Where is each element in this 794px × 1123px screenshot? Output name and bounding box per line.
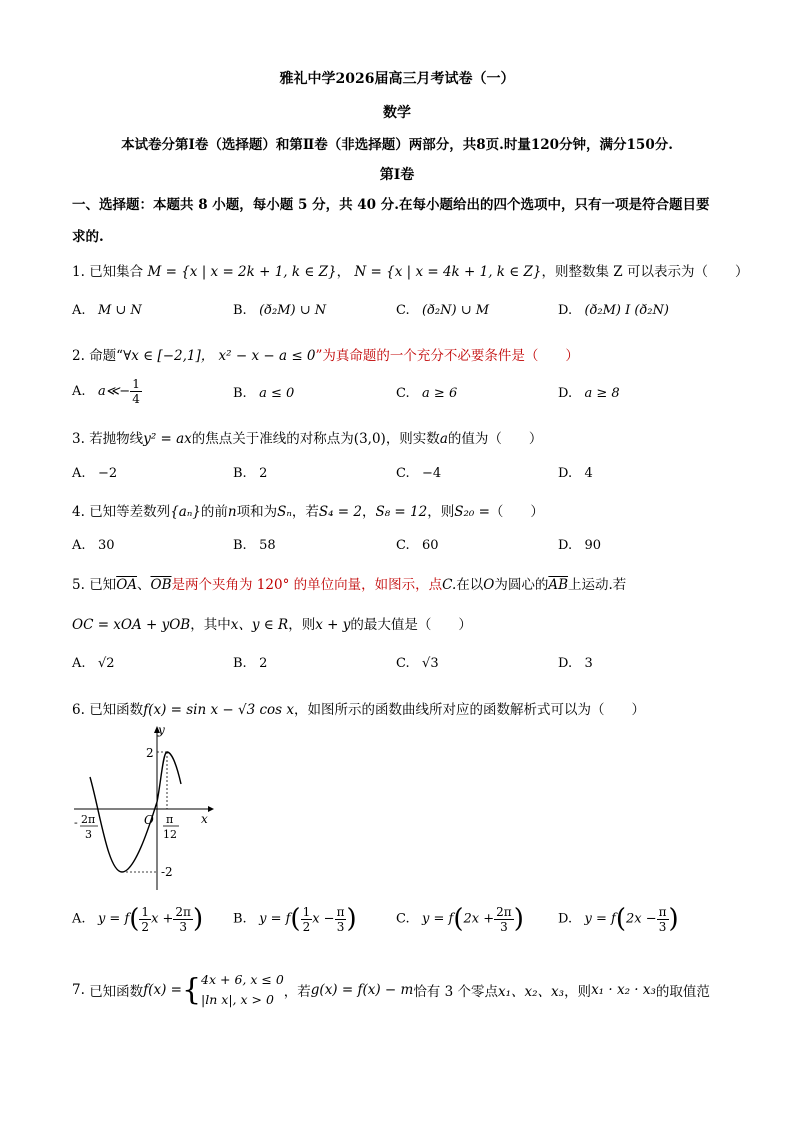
question-number: 7. [72,982,85,998]
left-tick-den: 3 [85,828,92,841]
q1-option-d: D. (ð₂M) I (ð₂N) [558,303,669,318]
right-tick-num: π [166,813,174,826]
q4-option-c: C. 60 [396,538,439,553]
q2-option-d: D. a ≥ 8 [558,386,620,401]
set-m: M = {x | x = 2k + 1, k ∈ Z} [147,264,337,280]
q3-option-d: D. 4 [558,466,593,481]
q2-option-c: C. a ≥ 6 [396,386,458,401]
right-tick-den: 12 [163,828,177,841]
q3-option-c: C. −4 [396,466,442,481]
q5-option-b: B. 2 [233,656,268,671]
question-number: 1. [72,264,85,280]
question-4: 4. 已知等差数列{aₙ}的前n项和为Sₙ，若S₄ = 2，S₈ = 12，则S₂₀ =（ ） [72,504,544,520]
section-instructions-line1: 一、选择题：本题共 8 小题，每小题 5 分，共 40 分.在每小题给出的四个选项中，只有一项是符合题目要 [72,197,710,213]
question-2: 2. 命题“∀x ∈ [−2,1]， x² − x − a ≤ 0”为真命题的一个充分不必要条件是（ ） [72,348,579,364]
q4-option-d: D. 90 [558,538,602,553]
section-instructions-line2: 求的. [72,229,104,245]
function-graph [70,722,220,892]
left-tick-sign: - [74,816,78,829]
min-label: -2 [161,865,173,879]
q1-option-b: B. (ð₂M) ∪ N [233,303,327,318]
question-number: 3. [72,431,85,447]
question-number: 5. [72,577,85,593]
q6-option-c: C. y = f(2x + $\frac{2\pi}{3}$ ) [396,904,524,934]
left-tick-num: 2π [81,813,96,826]
q4-option-a: A. 30 [72,538,115,553]
max-label: 2 [146,746,154,760]
exam-intro: 本试卷分第Ⅰ卷（选择题）和第Ⅱ卷（非选择题）两部分，共8页.时量120分钟，满分150分. [121,137,673,153]
q6-option-b: B. y = f( $\frac{1}{2}$ x − $\frac{\pi}{3}$ ) [233,904,357,934]
q1-option-a: A. M ∪ N [72,303,142,318]
question-5-line2: OC = xOA + yOB，其中x、y ∈ R，则x + y的最大值是（ ） [72,617,472,633]
origin-label: O [144,813,154,827]
question-6: 6. 已知函数f(x) = sin x − √3 cos x，如图所示的函数曲线所对应的函数解析式可以为（ ） [72,702,645,718]
question-3: 3. 若抛物线y² = ax的焦点关于准线的对称点为(3,0)，则实数a的值为（ ） [72,431,543,447]
question-7: 7. 已知函数f(x) ={ 4x + 6, x ≤ 0 |ln x|, x > 0 ，若g(x) = f(x) − m恰有 3 个零点x₁、x₂、x₃，则x₁ · x₂ · x₃的取值范 [72,970,710,1010]
piecewise-cases: 4x + 6, x ≤ 0 |ln x|, x > 0 [201,972,284,1007]
x-label: x [201,812,208,826]
q2-option-a: A. a≪− $\frac{1}{4}$ [72,377,140,406]
q5-option-d: D. 3 [558,656,593,671]
question-number: 6. [72,702,85,718]
q6-option-a: A. y = f( $\frac{1}{2}$ x + $\frac{2\pi}{3}$ ) [72,904,204,934]
question-1: 1. 已知集合 M = {x | x = 2k + 1, k ∈ Z}， N = {x | x = 4k + 1, k ∈ Z}，则整数集 Z 可以表示为（ ） [72,264,749,280]
q1-option-c: C. (ð₂N) ∪ M [396,303,490,318]
set-n: N = {x | x = 4k + 1, k ∈ Z} [354,264,542,280]
q3-option-b: B. 2 [233,466,268,481]
part-title: 第Ⅰ卷 [379,167,415,183]
q4-option-b: B. 58 [233,538,276,553]
q6-option-d: D. y = f(2x − $\frac{\pi}{3}$ ) [558,904,679,934]
y-label: y [158,723,165,737]
question-number: 2. [72,348,85,364]
question-5-line1: 5. 已知$\overline{OA}$、$\overline{OB}$是两个夹角为 120° 的单位向量，如图示，点C.在以O为圆心的$\overline{AB}$上运动.若 [72,577,627,593]
q5-option-a: A. √2 [72,656,115,671]
q2-option-b: B. a ≤ 0 [233,386,295,401]
q5-option-c: C. √3 [396,656,439,671]
x-axis-arrow [208,806,214,812]
exam-title: 雅礼中学2026届高三月考试卷（一） [279,71,515,87]
subject-title: 数学 [383,105,411,121]
question-number: 4. [72,504,85,520]
q3-option-a: A. −2 [72,466,118,481]
